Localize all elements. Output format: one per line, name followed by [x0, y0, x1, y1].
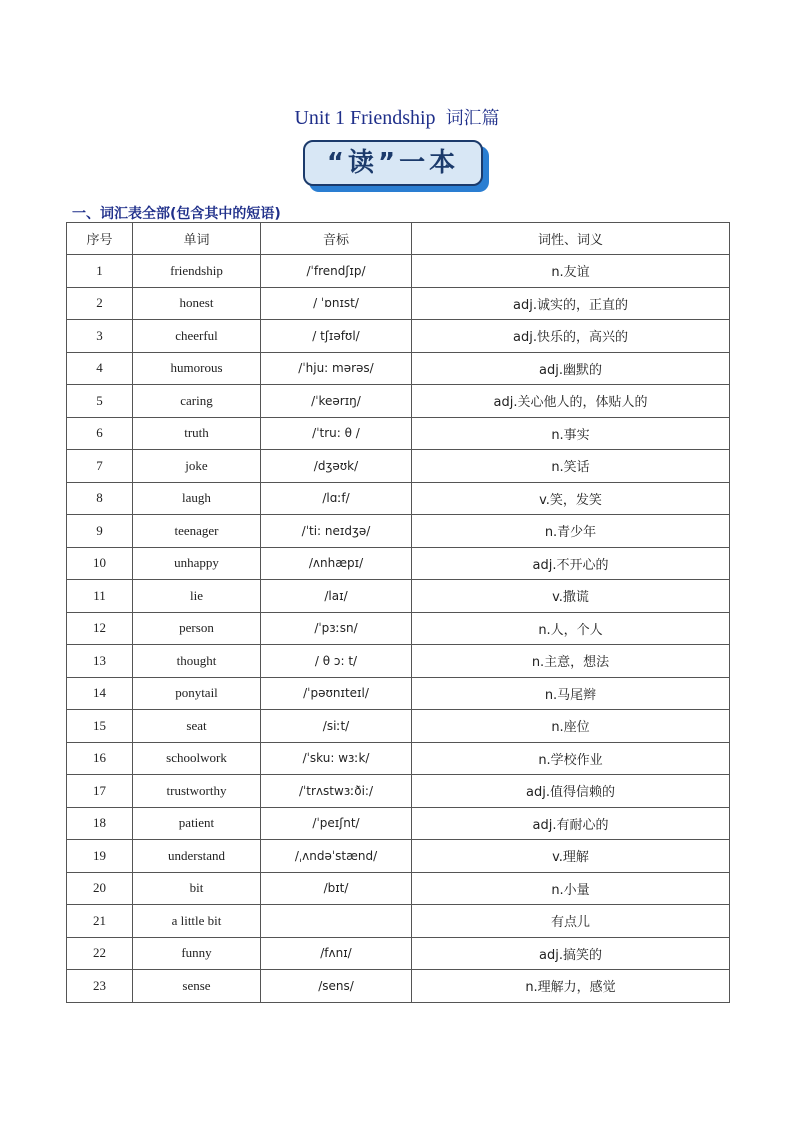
section-heading: 一、词汇表全部(包含其中的短语)	[72, 206, 281, 222]
table-row	[67, 807, 730, 840]
cell-number: 13	[67, 645, 133, 678]
cell-meaning: adj.关心他人的，体贴人的	[412, 385, 730, 418]
cell-meaning: adj.幽默的	[412, 352, 730, 385]
cell-meaning: adj.值得信赖的	[412, 775, 730, 808]
cell-word: caring	[133, 385, 261, 418]
cell-phonetic: /sens/	[261, 970, 412, 1003]
table-row	[67, 482, 730, 515]
read-banner	[303, 140, 493, 196]
cell-word: understand	[133, 840, 261, 873]
cell-meaning: v.撒谎	[412, 580, 730, 613]
header-phonetic: 音标	[261, 223, 412, 255]
cell-meaning: v.理解	[412, 840, 730, 873]
cell-word: trustworthy	[133, 775, 261, 808]
cell-word: honest	[133, 287, 261, 320]
cell-word: schoolwork	[133, 742, 261, 775]
cell-number: 16	[67, 742, 133, 775]
table-row	[67, 710, 730, 743]
cell-meaning: n.事实	[412, 417, 730, 450]
cell-word: bit	[133, 872, 261, 905]
cell-phonetic	[261, 905, 412, 938]
table-row	[67, 970, 730, 1003]
cell-word: seat	[133, 710, 261, 743]
cell-phonetic: / tʃɪəfʊl/	[261, 320, 412, 353]
cell-phonetic: /laɪ/	[261, 580, 412, 613]
cell-number: 15	[67, 710, 133, 743]
cell-number: 2	[67, 287, 133, 320]
table-row	[67, 905, 730, 938]
cell-word: funny	[133, 937, 261, 970]
cell-meaning: 有点儿	[412, 905, 730, 938]
cell-number: 1	[67, 255, 133, 288]
cell-number: 4	[67, 352, 133, 385]
cell-meaning: n.学校作业	[412, 742, 730, 775]
table-row	[67, 677, 730, 710]
cell-meaning: n.主意，想法	[412, 645, 730, 678]
cell-word: humorous	[133, 352, 261, 385]
cell-meaning: adj.搞笑的	[412, 937, 730, 970]
cell-phonetic: /ˈti: neɪdʒə/	[261, 515, 412, 548]
table-row	[67, 255, 730, 288]
cell-word: sense	[133, 970, 261, 1003]
cell-phonetic: /bɪt/	[261, 872, 412, 905]
cell-number: 12	[67, 612, 133, 645]
cell-number: 7	[67, 450, 133, 483]
cell-word: ponytail	[133, 677, 261, 710]
page-title	[0, 104, 794, 130]
cell-meaning: n.青少年	[412, 515, 730, 548]
cell-word: truth	[133, 417, 261, 450]
cell-phonetic: /ˈpəʊnɪteɪl/	[261, 677, 412, 710]
title-english: Unit 1 Friendship	[294, 107, 436, 129]
cell-phonetic: /ˈtru: θ /	[261, 417, 412, 450]
cell-phonetic: /ˈhju: mərəs/	[261, 352, 412, 385]
cell-word: laugh	[133, 482, 261, 515]
table-row	[67, 385, 730, 418]
table-row	[67, 742, 730, 775]
banner-label: “读”一本	[303, 140, 483, 186]
cell-phonetic: / ˈɒnɪst/	[261, 287, 412, 320]
cell-phonetic: /fʌnɪ/	[261, 937, 412, 970]
table-row	[67, 320, 730, 353]
table-row	[67, 645, 730, 678]
cell-word: person	[133, 612, 261, 645]
cell-meaning: n.小量	[412, 872, 730, 905]
cell-meaning: n.座位	[412, 710, 730, 743]
vocabulary-table	[66, 222, 730, 1003]
table-row	[67, 417, 730, 450]
cell-number: 8	[67, 482, 133, 515]
title-chinese: 词汇篇	[445, 108, 500, 129]
cell-phonetic: /ˈtrʌstwɜːði:/	[261, 775, 412, 808]
header-meaning: 词性、词义	[412, 223, 730, 255]
cell-meaning: adj.有耐心的	[412, 807, 730, 840]
cell-number: 21	[67, 905, 133, 938]
cell-number: 10	[67, 547, 133, 580]
table-row	[67, 872, 730, 905]
table-row	[67, 352, 730, 385]
cell-number: 9	[67, 515, 133, 548]
cell-number: 14	[67, 677, 133, 710]
cell-phonetic: /ˈpeɪʃnt/	[261, 807, 412, 840]
cell-word: joke	[133, 450, 261, 483]
cell-word: friendship	[133, 255, 261, 288]
cell-word: cheerful	[133, 320, 261, 353]
cell-word: unhappy	[133, 547, 261, 580]
cell-word: patient	[133, 807, 261, 840]
cell-number: 23	[67, 970, 133, 1003]
cell-number: 6	[67, 417, 133, 450]
cell-phonetic: /ˈsku: wɜːk/	[261, 742, 412, 775]
cell-word: teenager	[133, 515, 261, 548]
cell-meaning: n.理解力，感觉	[412, 970, 730, 1003]
header-word: 单词	[133, 223, 261, 255]
table-row	[67, 937, 730, 970]
cell-number: 5	[67, 385, 133, 418]
cell-meaning: v.笑，发笑	[412, 482, 730, 515]
cell-number: 17	[67, 775, 133, 808]
table-row	[67, 580, 730, 613]
cell-phonetic: /lɑːf/	[261, 482, 412, 515]
table-row	[67, 515, 730, 548]
cell-number: 19	[67, 840, 133, 873]
table-header-row	[67, 223, 730, 255]
cell-number: 20	[67, 872, 133, 905]
cell-meaning: adj.不开心的	[412, 547, 730, 580]
cell-word: a little bit	[133, 905, 261, 938]
table-row	[67, 840, 730, 873]
cell-phonetic: /ˌʌndəˈstænd/	[261, 840, 412, 873]
cell-word: thought	[133, 645, 261, 678]
cell-number: 11	[67, 580, 133, 613]
table-row	[67, 775, 730, 808]
cell-meaning: n.笑话	[412, 450, 730, 483]
cell-phonetic: /dʒəʊk/	[261, 450, 412, 483]
cell-meaning: adj.诚实的，正直的	[412, 287, 730, 320]
table-row	[67, 547, 730, 580]
cell-phonetic: /siːt/	[261, 710, 412, 743]
table-row	[67, 612, 730, 645]
cell-meaning: n.友谊	[412, 255, 730, 288]
cell-phonetic: / θ ɔ: t/	[261, 645, 412, 678]
cell-phonetic: /ʌnhæpɪ/	[261, 547, 412, 580]
cell-meaning: n.人，个人	[412, 612, 730, 645]
cell-word: lie	[133, 580, 261, 613]
cell-number: 18	[67, 807, 133, 840]
cell-phonetic: /ˈkeərɪŋ/	[261, 385, 412, 418]
cell-number: 22	[67, 937, 133, 970]
table-row	[67, 287, 730, 320]
cell-meaning: adj.快乐的，高兴的	[412, 320, 730, 353]
header-number: 序号	[67, 223, 133, 255]
cell-meaning: n.马尾辫	[412, 677, 730, 710]
table-row	[67, 450, 730, 483]
cell-phonetic: /ˈpɜːsn/	[261, 612, 412, 645]
cell-phonetic: /ˈfrendʃɪp/	[261, 255, 412, 288]
table-body	[67, 255, 730, 1003]
cell-number: 3	[67, 320, 133, 353]
